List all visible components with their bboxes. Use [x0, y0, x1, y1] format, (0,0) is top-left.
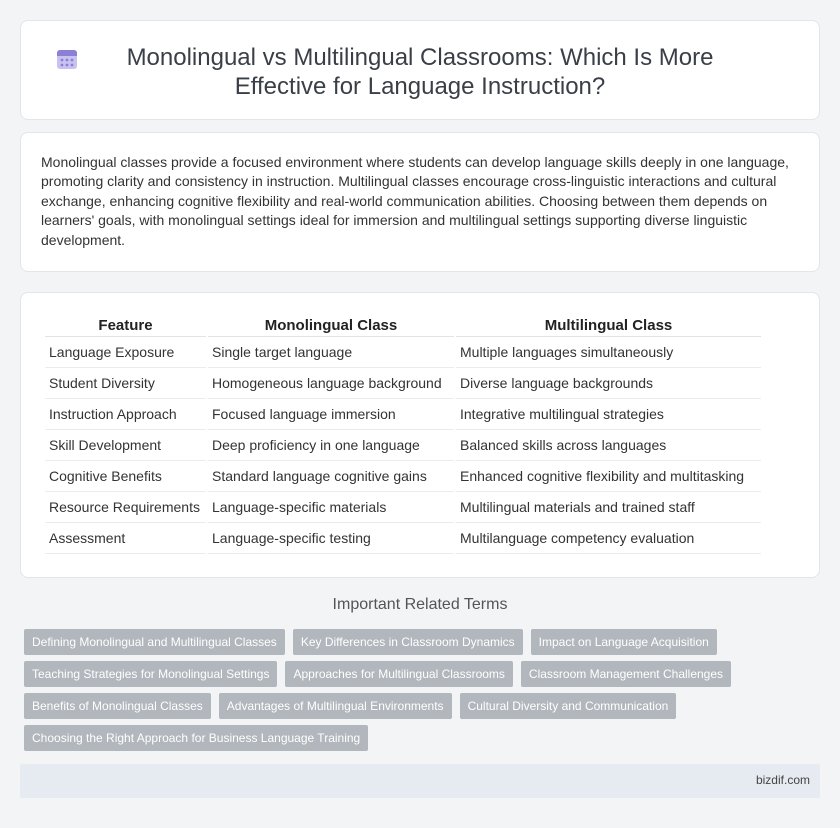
multilingual-cell: Multilingual materials and trained staff [456, 492, 761, 523]
table-row [45, 430, 761, 461]
table-row [45, 399, 761, 430]
table-row [45, 368, 761, 399]
monolingual-cell: Focused language immersion [208, 399, 454, 430]
page-title: Monolingual vs Multilingual Classrooms: Which Is More Effective for Language Instruction? [126, 44, 714, 100]
feature-cell: Skill Development [45, 430, 206, 461]
title-card [20, 20, 820, 120]
monolingual-cell: Homogeneous language background [208, 368, 454, 399]
related-term-tag[interactable]: Teaching Strategies for Monolingual Settings [24, 661, 277, 687]
multilingual-cell: Integrative multilingual strategies [456, 399, 761, 430]
feature-cell: Language Exposure [45, 337, 206, 368]
table-header-row [45, 315, 761, 337]
footer [20, 764, 820, 798]
monolingual-cell: Language-specific testing [208, 523, 454, 554]
feature-cell: Resource Requirements [45, 492, 206, 523]
related-term-tag[interactable]: Benefits of Monolingual Classes [24, 693, 211, 719]
monolingual-cell: Language-specific materials [208, 492, 454, 523]
feature-cell: Cognitive Benefits [45, 461, 206, 492]
table-row [45, 492, 761, 523]
table-row [45, 523, 761, 554]
related-term-tag[interactable]: Advantages of Multilingual Environments [219, 693, 452, 719]
related-term-tag[interactable]: Classroom Management Challenges [521, 661, 731, 687]
header-multilingual: Multilingual Class [456, 315, 761, 337]
multilingual-cell: Multiple languages simultaneously [456, 337, 761, 368]
table-row [45, 337, 761, 368]
multilingual-cell: Multilanguage competency evaluation [456, 523, 761, 554]
site-name[interactable]: bizdif.com [755, 773, 810, 787]
comparison-card [20, 292, 820, 578]
intro-paragraph: Monolingual classes provide a focused environment where students can develop language skills deeply in one language, promoting clarity and consistency in instruction. Multilingual classes encourage cross-linguistic interactions and cultural exchange, enhancing cognitive flexibility and real-world communication abilities. Choosing between them depends on learners' goals, with monolingual settings ideal for immersion and multilingual settings supporting diverse linguistic development. [41, 154, 789, 248]
related-terms-list [24, 629, 784, 751]
header-monolingual: Monolingual Class [208, 315, 454, 337]
header-feature: Feature [45, 315, 206, 337]
related-term-tag[interactable]: Key Differences in Classroom Dynamics [293, 629, 523, 655]
feature-cell: Instruction Approach [45, 399, 206, 430]
monolingual-cell: Standard language cognitive gains [208, 461, 454, 492]
related-term-tag[interactable]: Choosing the Right Approach for Business Language Training [24, 725, 368, 751]
related-terms-heading: Important Related Terms [332, 596, 508, 613]
multilingual-cell: Enhanced cognitive flexibility and multitasking [456, 461, 761, 492]
related-term-tag[interactable]: Defining Monolingual and Multilingual Classes [24, 629, 285, 655]
monolingual-cell: Single target language [208, 337, 454, 368]
comparison-table [43, 315, 763, 554]
intro-card [20, 132, 820, 272]
feature-cell: Student Diversity [45, 368, 206, 399]
table-row [45, 461, 761, 492]
related-term-tag[interactable]: Approaches for Multilingual Classrooms [285, 661, 512, 687]
feature-cell: Assessment [45, 523, 206, 554]
related-term-tag[interactable]: Cultural Diversity and Communication [460, 693, 677, 719]
related-term-tag[interactable]: Impact on Language Acquisition [531, 629, 717, 655]
multilingual-cell: Diverse language backgrounds [456, 368, 761, 399]
multilingual-cell: Balanced skills across languages [456, 430, 761, 461]
monolingual-cell: Deep proficiency in one language [208, 430, 454, 461]
